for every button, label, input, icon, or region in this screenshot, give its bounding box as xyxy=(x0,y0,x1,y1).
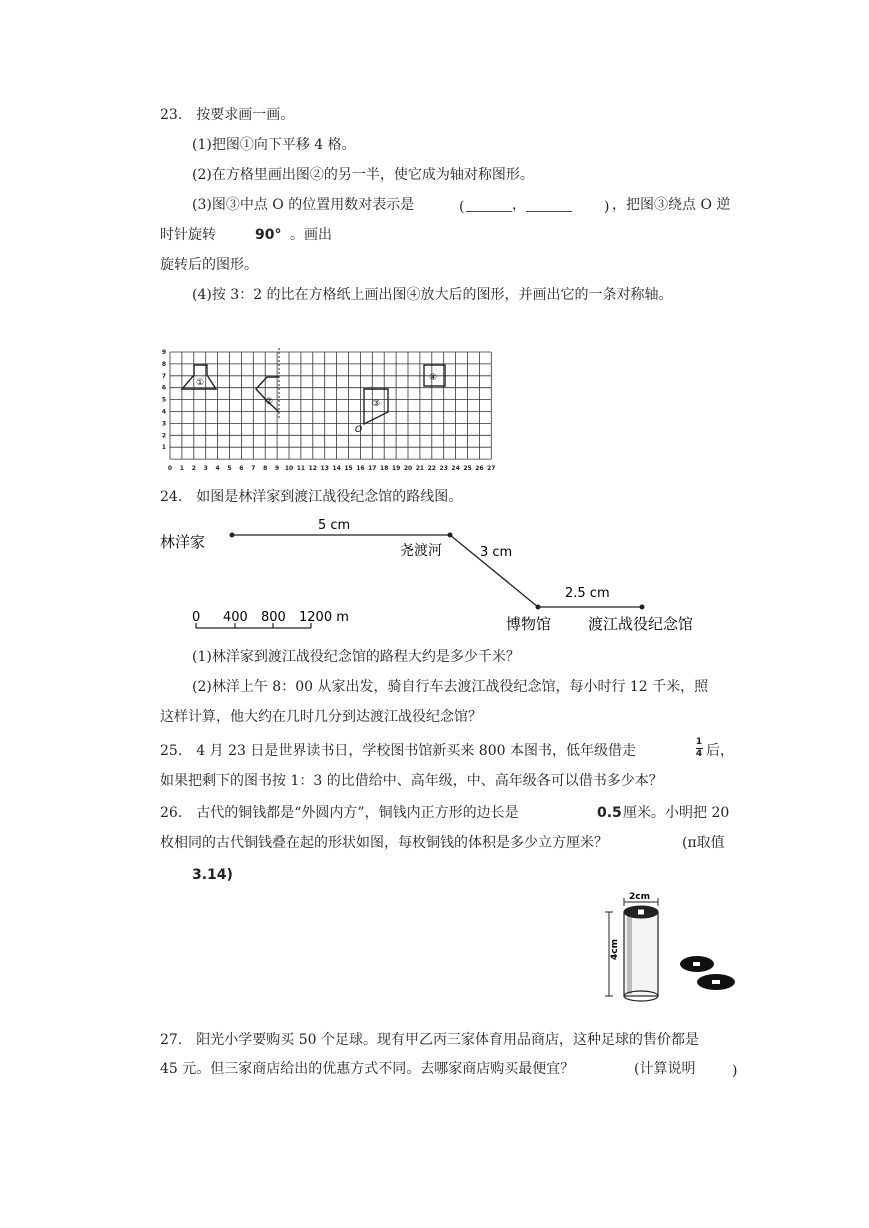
figure-1-label: ① xyxy=(195,378,205,388)
grid-x-tick: 10 xyxy=(284,465,294,473)
q25-line2: 如果把剩下的图书按 1：3 的比借给中、高年级，中、高年级各可以借书多少本？ xyxy=(160,773,663,789)
q26-line1-a: 26. 古代的铜钱都是“外圆内方”，铜钱内正方形的边长是 xyxy=(160,805,519,821)
grid-y-tick: 6 xyxy=(161,384,166,392)
grid-x-tick: 7 xyxy=(251,465,256,473)
q23-item2: (2)在方格里画出图②的另一半，使它成为轴对称图形。 xyxy=(192,167,534,183)
grid-x-tick: 16 xyxy=(356,465,365,473)
memorial-point xyxy=(640,605,645,610)
q24-title: 24. 如图是林洋家到渡江战役纪念馆的路线图。 xyxy=(160,489,463,505)
q24-item2-a: (2)林洋上午 8：00 从家出发，骑自行车去渡江战役纪念馆，每小时行 12 千米，照 xyxy=(192,679,709,695)
grid-x-tick: 22 xyxy=(427,465,436,473)
q25-line1-b: 后， xyxy=(706,743,734,759)
grid-lines xyxy=(170,352,491,459)
grid-y-tick: 8 xyxy=(161,360,166,368)
label-seg2: 3 cm xyxy=(480,545,513,560)
q26-line2-b: (π取值 xyxy=(682,835,725,851)
q23-title: 23. 按要求画一画。 xyxy=(160,107,295,123)
grid-y-tick: 1 xyxy=(161,444,166,452)
q25-frac-den: 4 xyxy=(695,749,703,759)
grid-x-tick: 13 xyxy=(320,465,329,473)
grid-x-tick: 11 xyxy=(296,465,306,473)
grid-x-tick: 6 xyxy=(239,465,244,473)
q24-item2-b: 这样计算，他大约在几时几分到达渡江战役纪念馆？ xyxy=(160,709,482,725)
fig-height-label: 4cm xyxy=(610,939,620,960)
q26-line2-a: 枚相同的古代铜钱叠在起的形状如图，每枚铜钱的体积是多少立方厘米？ xyxy=(160,835,608,851)
scale-1200: 1200 m xyxy=(299,610,349,625)
grid-x-tick: 12 xyxy=(308,465,317,473)
fig-width-label: 2cm xyxy=(629,892,650,902)
grid-x-tick: 26 xyxy=(475,465,484,473)
grid-y-tick: 5 xyxy=(161,396,166,404)
q26-line1-b: 厘米。小明把 20 xyxy=(623,805,730,821)
q23-blank-y[interactable] xyxy=(526,199,572,212)
grid-x-tick: 18 xyxy=(380,465,389,473)
q24-item1: (1)林洋家到渡江战役纪念馆的路程大约是多少千米？ xyxy=(192,649,520,665)
q23-item3-deg: 90° xyxy=(255,227,282,243)
label-seg1: 5 cm xyxy=(318,518,351,533)
grid-x-tick: 14 xyxy=(332,465,341,473)
point-o-label: O xyxy=(355,425,363,435)
q23-item3-a: (3)图③中点 O 的位置用数对表示是 xyxy=(192,197,415,213)
grid-x-tick: 17 xyxy=(368,465,377,473)
scale-800: 800 xyxy=(261,610,286,625)
q23-item3-close: ) xyxy=(604,199,610,215)
grid-x-tick: 1 xyxy=(179,465,184,473)
grid-x-tick: 15 xyxy=(344,465,353,473)
grid-y-ticks xyxy=(162,349,166,451)
grid-x-tick: 3 xyxy=(203,465,208,473)
grid-x-ticks xyxy=(168,465,496,472)
grid-x-tick: 9 xyxy=(275,465,280,473)
home-point xyxy=(230,533,235,538)
q27-line2-c: ) xyxy=(732,1063,738,1079)
label-home: 林洋家 xyxy=(160,533,206,551)
grid-x-tick: 5 xyxy=(227,465,232,473)
grid-x-tick: 0 xyxy=(167,465,173,473)
grid-x-tick: 19 xyxy=(391,465,401,473)
q23-item3-d: 。画出 xyxy=(290,227,332,243)
q23-item3-open: ( xyxy=(459,199,465,215)
grid-y-tick: 3 xyxy=(161,420,166,428)
grid-x-tick: 23 xyxy=(439,465,448,473)
q26-coin-figure xyxy=(600,888,745,1003)
q23-item3-e: 旋转后的图形。 xyxy=(160,257,258,273)
grid-x-tick: 25 xyxy=(463,465,472,473)
q27-line1: 27. 阳光小学要购买 50 个足球。现有甲乙丙三家体育用品商店，这种足球的售价都是 xyxy=(160,1032,699,1048)
q26-line1-val: 0.5 xyxy=(597,805,622,821)
grid-x-tick: 2 xyxy=(191,465,196,473)
grid-x-tick: 20 xyxy=(403,465,413,473)
figure-4-label: ④ xyxy=(428,373,438,383)
q23-grid-figure xyxy=(155,340,500,480)
grid-x-tick: 21 xyxy=(415,465,425,473)
scale-400: 400 xyxy=(223,610,248,625)
q23-item3-comma: ， xyxy=(512,197,526,213)
q25-fraction xyxy=(694,738,704,759)
figure-3-label: ③ xyxy=(371,399,381,409)
grid-x-tick: 27 xyxy=(487,465,496,473)
label-memorial: 渡江战役纪念馆 xyxy=(588,615,694,633)
q27-line2-a: 45 元。但三家商店给出的优惠方式不同。去哪家商店购买最便宜？ xyxy=(160,1061,575,1077)
q23-blank-x[interactable] xyxy=(466,199,512,212)
label-museum: 博物馆 xyxy=(506,615,552,633)
grid-y-tick: 9 xyxy=(161,349,166,356)
grid-x-tick: 24 xyxy=(451,465,460,473)
q25-line1-a: 25. 4 月 23 日是世界读书日，学校图书馆新买来 800 本图书，低年级借走 xyxy=(160,743,636,759)
river-point xyxy=(448,533,453,538)
grid-x-tick: 4 xyxy=(215,465,220,473)
grid-y-tick: 7 xyxy=(161,372,166,380)
grid-y-tick: 4 xyxy=(161,408,166,416)
q27-line2-b: (计算说明 xyxy=(634,1061,696,1077)
q23-item4: (4)按 3：2 的比在方格纸上画出图④放大后的图形，并画出它的一条对称轴。 xyxy=(192,287,673,303)
grid-x-tick: 8 xyxy=(263,465,268,473)
q23-item3-c: 时针旋转 xyxy=(160,227,216,243)
scale-0: 0 xyxy=(192,610,201,625)
grid-y-tick: 2 xyxy=(161,432,166,440)
museum-point xyxy=(536,605,541,610)
q24-route-map xyxy=(155,508,725,638)
q26-line3: 3.14) xyxy=(192,867,233,883)
figure-2-label: ② xyxy=(264,397,274,407)
label-river: 尧渡河 xyxy=(400,543,442,559)
q23-item1: (1)把图①向下平移 4 格。 xyxy=(192,137,356,153)
q23-item3-b: ，把图③绕点 O 逆 xyxy=(612,197,731,213)
label-seg3: 2.5 cm xyxy=(565,586,610,601)
q25-frac-num: 1 xyxy=(695,737,703,747)
